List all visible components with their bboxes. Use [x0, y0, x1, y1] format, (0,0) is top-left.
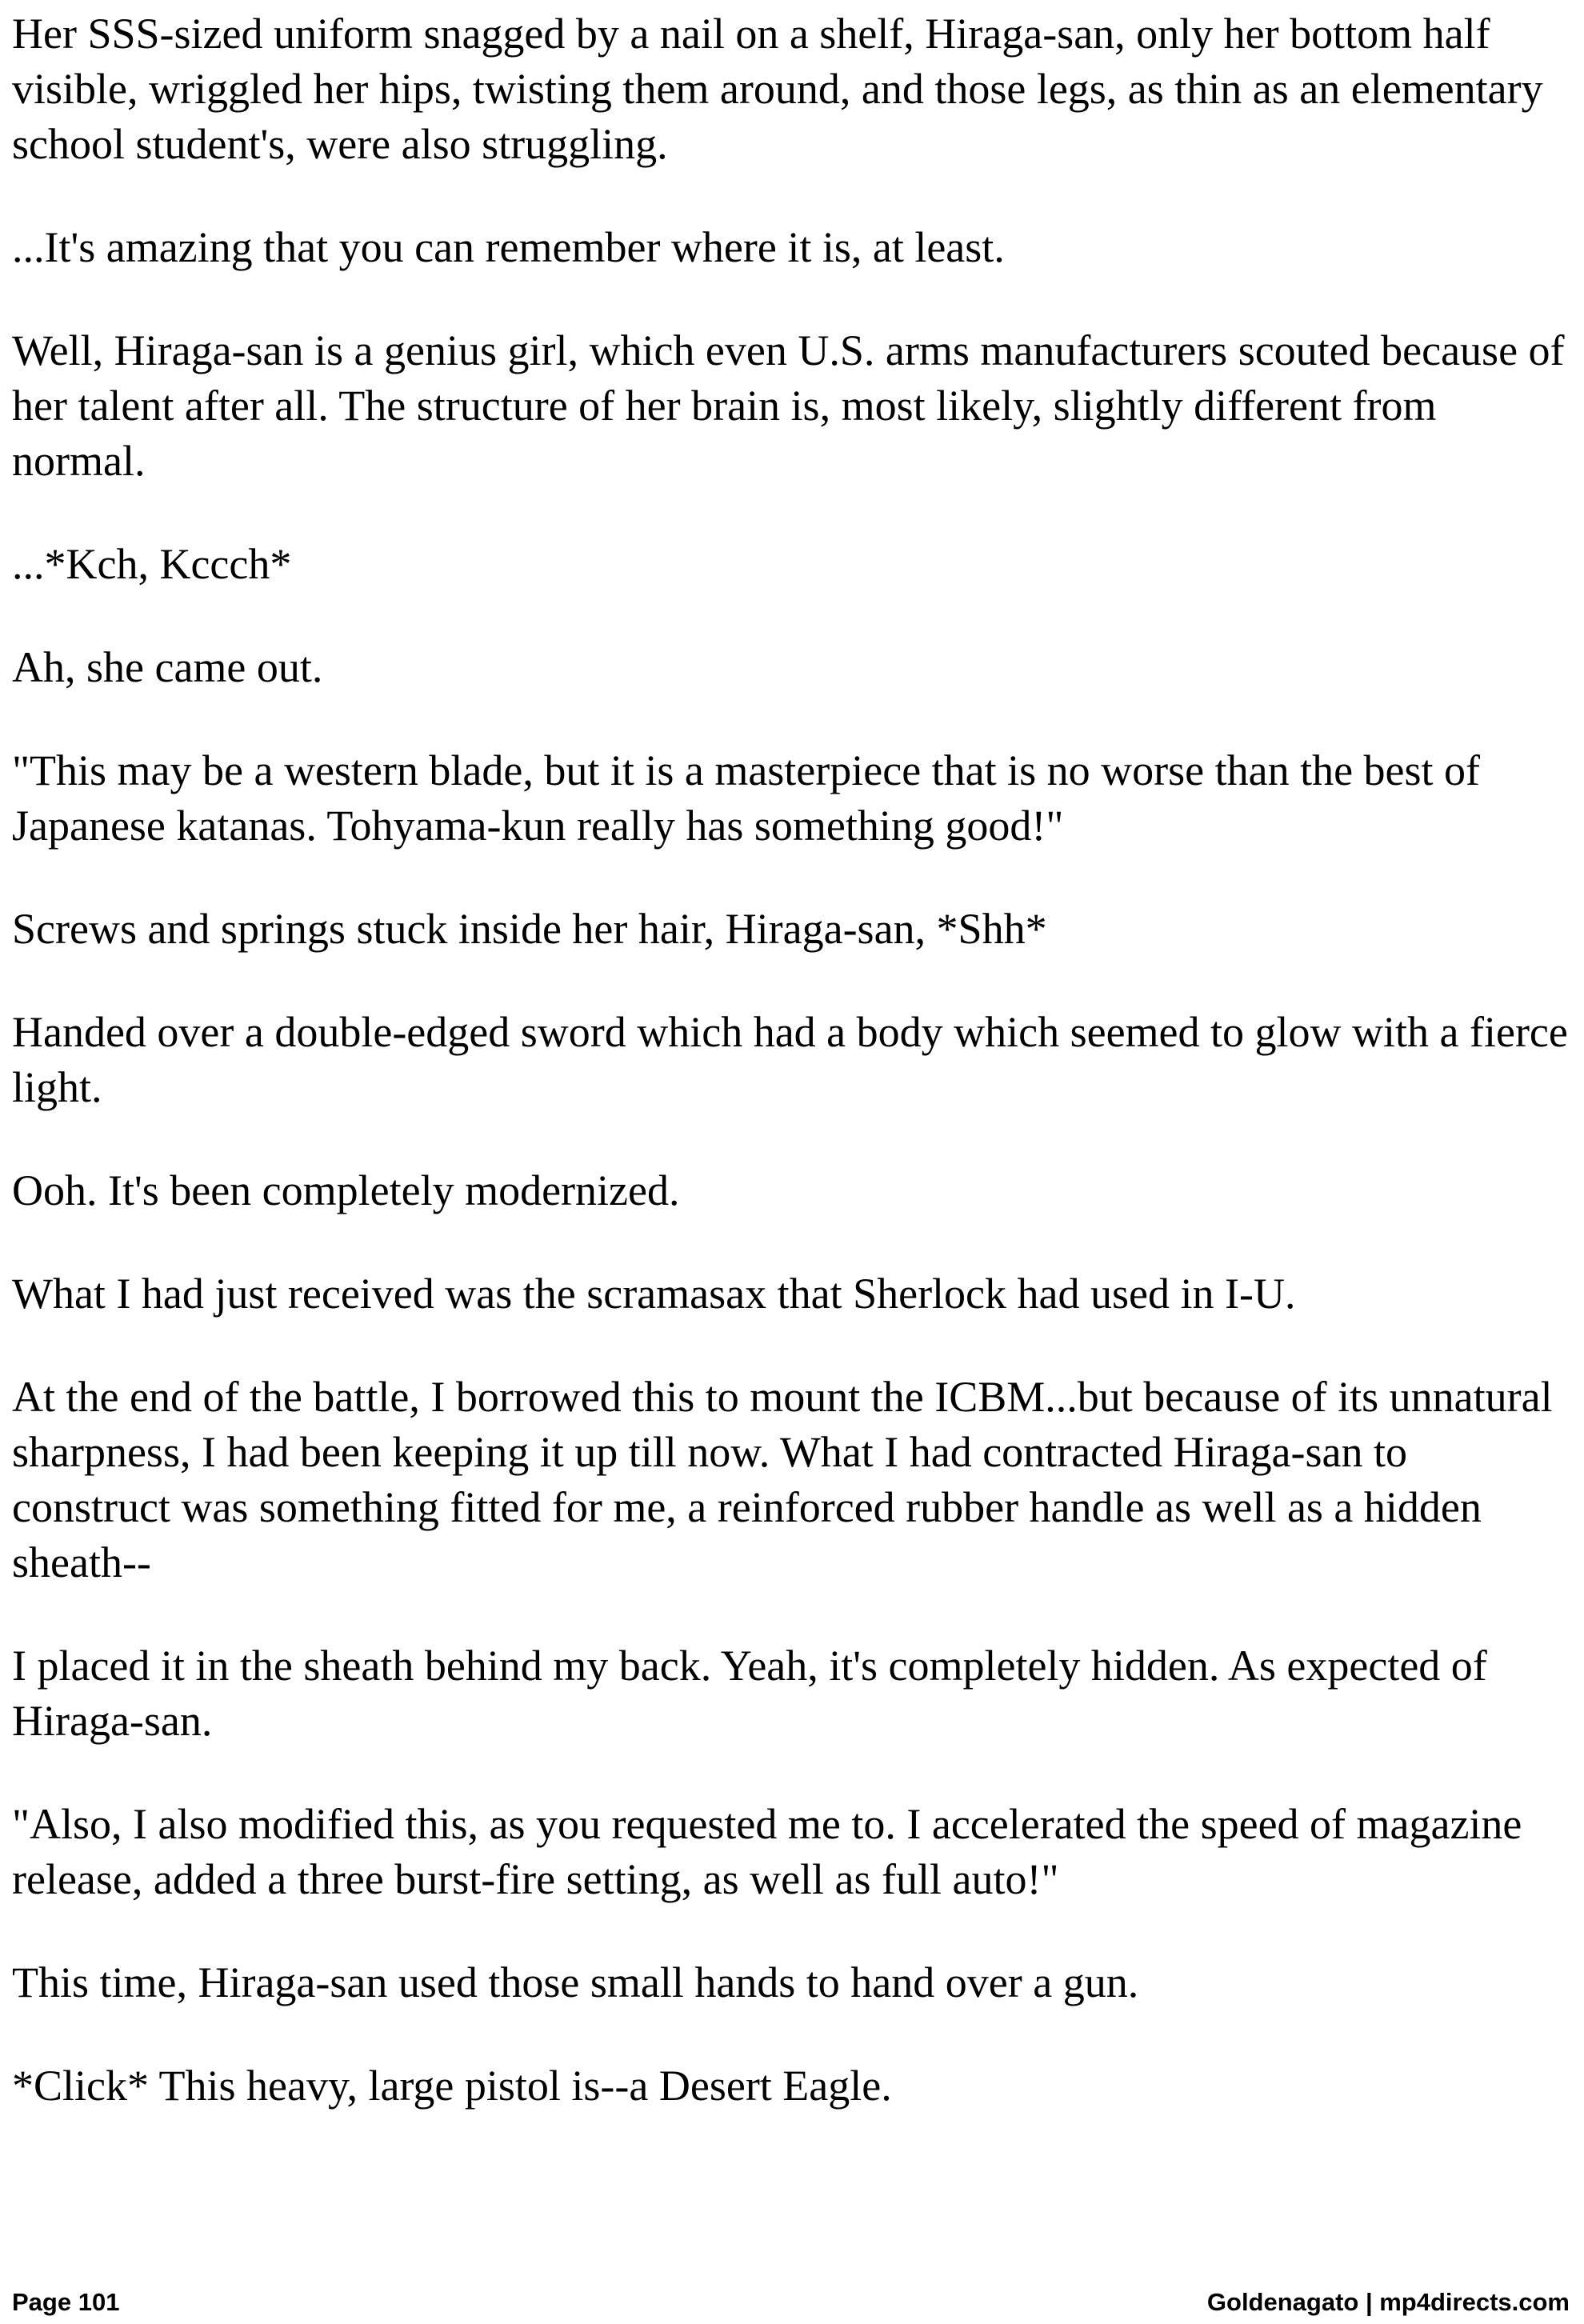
paragraph: Screws and springs stuck inside her hair, Hiraga-san, *Shh*: [12, 905, 1047, 953]
page-number: Page 101: [12, 2288, 120, 2316]
paragraph: ...It's amazing that you can remember where it is, at least.: [12, 223, 1005, 271]
page-body: [12, 6, 1572, 2162]
paragraph: Ooh. It's been completely modernized.: [12, 1166, 680, 1214]
paragraph: "This may be a western blade, but it is a masterpiece that is no worse than the best of Japanese katanas. Tohyama-kun really has something good!": [12, 746, 1481, 850]
paragraph: This time, Hiraga-san used those small hands to hand over a gun.: [12, 1958, 1139, 2006]
page-footer: [12, 2288, 1570, 2317]
paragraph: Her SSS-sized uniform snagged by a nail on a shelf, Hiraga-san, only her bottom half visible, wriggled her hips, twisting them around, and those legs, as thin as an elementary school student's, were also struggling.: [12, 10, 1543, 168]
paragraph: I placed it in the sheath behind my back. Yeah, it's completely hidden. As expected of Hiraga-san.: [12, 1642, 1487, 1745]
footer-credit: Goldenagato | mp4directs.com: [1206, 2288, 1570, 2316]
paragraph: Ah, she came out.: [12, 643, 323, 691]
paragraph: ...*Kch, Kccch*: [12, 540, 292, 588]
paragraph: *Click* This heavy, large pistol is--a Desert Eagle.: [12, 2062, 892, 2110]
paragraph: Handed over a double-edged sword which had a body which seemed to glow with a fierce light.: [12, 1008, 1568, 1111]
paragraph: At the end of the battle, I borrowed this to mount the ICBM...but because of its unnatural sharpness, I had been keeping it up till now. What I had contracted Hiraga-san to construct was something fitted for me, a reinforced rubber handle as well as a hidden sheath--: [12, 1373, 1553, 1586]
paragraph: What I had just received was the scramasax that Sherlock had used in I-U.: [12, 1270, 1296, 1318]
paragraph: "Also, I also modified this, as you requested me to. I accelerated the speed of magazine release, added a three burst-fire setting, as well as full auto!": [12, 1800, 1522, 1903]
paragraph: Well, Hiraga-san is a genius girl, which even U.S. arms manufacturers scouted because of her talent after all. The structure of her brain is, most likely, slightly different from normal.: [12, 326, 1565, 485]
